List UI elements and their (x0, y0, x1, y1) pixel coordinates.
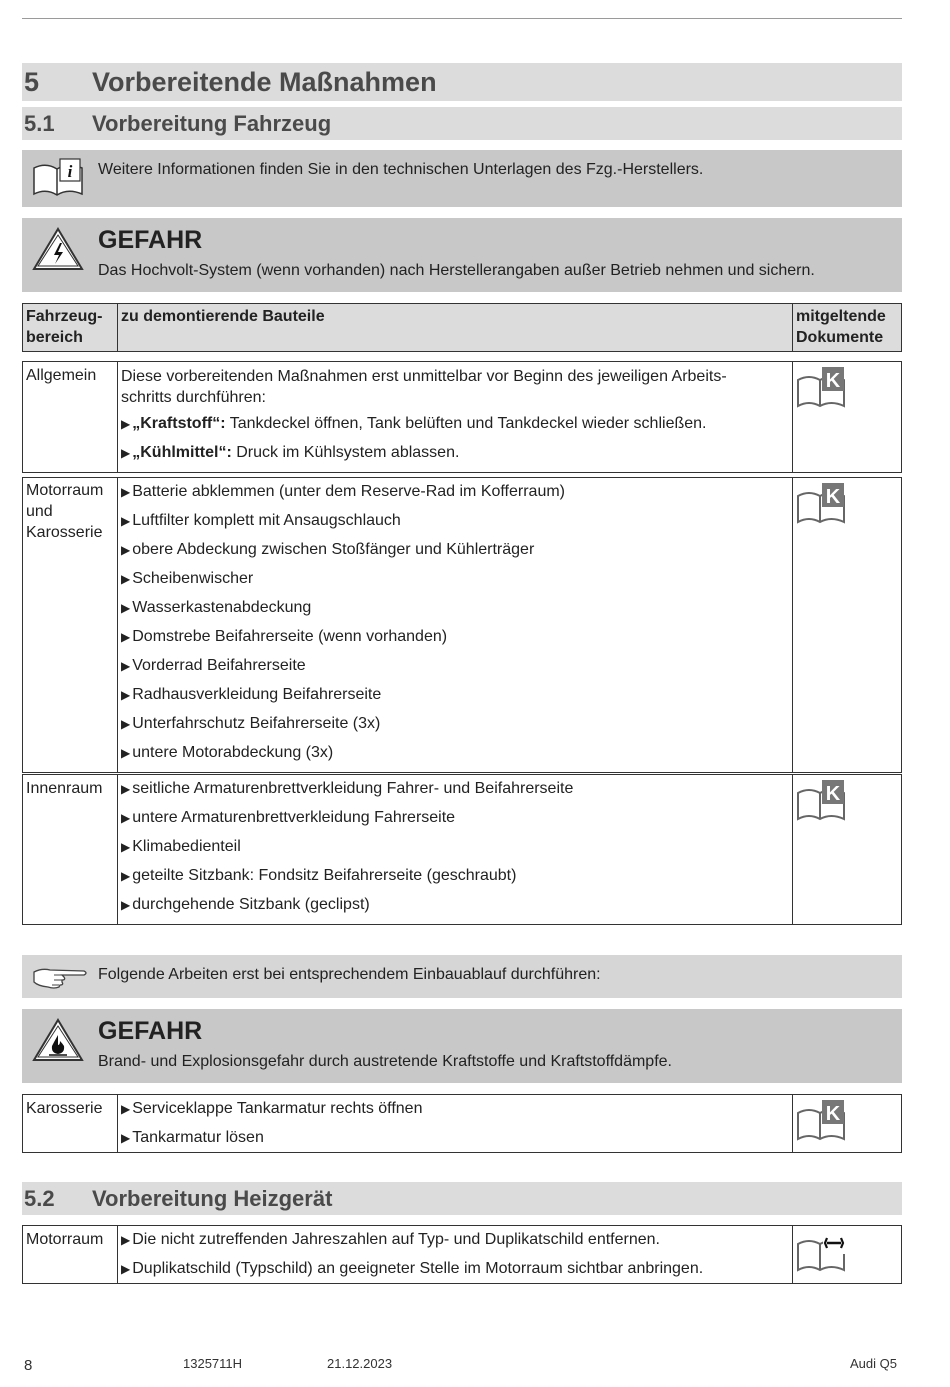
list-item: ▶ Vorderrad Beifahrerseite (121, 657, 306, 674)
list-item: ▶ Duplikatschild (Typschild) an geeigneter Stelle im Motorraum sichtbar anbringen. (121, 1260, 704, 1277)
danger-box-hochvolt (22, 218, 902, 292)
book-k-icon[interactable] (796, 1099, 848, 1141)
table-motorraum-karosserie (22, 477, 902, 773)
info-note-text: Weitere Informationen finden Sie in den technischen Unterlagen des Fzg.-Herstellers. (98, 161, 704, 178)
bullet-arrow-icon: ▶ (121, 746, 131, 760)
bullet-arrow-icon: ▶ (121, 601, 131, 615)
intro-text: Diese vorbereitenden Maßnahmen erst unmittelbar vor Beginn des jeweiligen Arbeits- schritts durchführen: (121, 368, 727, 406)
bullet-arrow-icon: ▶ (121, 417, 131, 431)
book-k-icon[interactable] (796, 366, 848, 408)
list-item: ▶ Luftfilter komplett mit Ansaugschlauch (121, 512, 401, 529)
list-item: ▶ geteilte Sitzbank: Fondsitz Beifahrerseite (geschraubt) (121, 867, 517, 884)
table-innenraum (22, 774, 902, 925)
section-number: 5.1 (24, 111, 55, 136)
list-item: ▶ untere Armaturenbrettverkleidung Fahrerseite (121, 809, 456, 826)
docs-cell (793, 478, 902, 773)
danger-title: GEFAHR (98, 1017, 203, 1045)
list-item: ▶ Batterie abklemmen (unter dem Reserve-Rad im Kofferraum) (121, 483, 565, 500)
book-k-icon[interactable] (796, 779, 848, 821)
bullet-arrow-icon: ▶ (121, 688, 131, 702)
page-number: 8 (24, 1357, 33, 1374)
hand-note-text: Folgende Arbeiten erst bei entsprechendem Einbauablauf durchführen: (98, 966, 601, 983)
section-title: Vorbereitung Heizgerät (92, 1186, 333, 1211)
list-item: ▶ obere Abdeckung zwischen Stoßfänger und Kühlerträger (121, 541, 535, 558)
parts-cell (118, 362, 793, 473)
fire-warning-icon (32, 1017, 84, 1063)
document-date: 21.12.2023 (327, 1356, 393, 1371)
list-item: ▶ Unterfahrschutz Beifahrerseite (3x) (121, 715, 381, 732)
docs-cell (793, 1226, 902, 1284)
svg-text:K: K (825, 1103, 841, 1125)
book-tool-icon[interactable] (796, 1230, 848, 1272)
header-parts: zu demontierende Bauteile (118, 304, 793, 352)
bullet-arrow-icon: ▶ (121, 840, 131, 854)
list-item: ▶ Scheibenwischer (121, 570, 254, 587)
document-number: 1325711H (183, 1356, 243, 1371)
list-item: ▶ Radhausverkleidung Beifahrerseite (121, 686, 382, 703)
docs-cell (793, 1095, 902, 1153)
danger-box-brand (22, 1009, 902, 1083)
svg-text:K: K (825, 370, 841, 392)
vehicle-model: Audi Q5 (850, 1356, 897, 1371)
bullet-arrow-icon: ▶ (121, 782, 131, 796)
docs-cell (793, 362, 902, 473)
section-title: Vorbereitende Maßnahmen (92, 67, 437, 97)
list-item: ▶ Klimabedienteil (121, 838, 241, 855)
list-item: ▶ Die nicht zutreffenden Jahreszahlen auf Typ- und Duplikatschild entfernen. (121, 1231, 660, 1248)
bullet-arrow-icon: ▶ (121, 811, 131, 825)
docs-cell (793, 775, 902, 925)
bullet-arrow-icon: ▶ (121, 1131, 131, 1145)
list-item: ▶ Domstrebe Beifahrerseite (wenn vorhanden) (121, 628, 448, 645)
danger-text: Brand- und Explosionsgefahr durch austretende Kraftstoffe und Kraftstoffdämpfe. (98, 1053, 672, 1070)
section-number: 5.2 (24, 1186, 55, 1211)
list-item: ▶ „Kühlmittel“: Druck im Kühlsystem ablassen. (121, 444, 460, 461)
list-item: ▶ untere Motorabdeckung (3x) (121, 744, 334, 761)
bullet-arrow-icon: ▶ (121, 717, 131, 731)
bullet-arrow-icon: ▶ (121, 572, 131, 586)
svg-text:K: K (825, 486, 841, 508)
header-area: Fahrzeug- bereich (23, 304, 118, 352)
bullet-arrow-icon: ▶ (121, 1262, 131, 1276)
high-voltage-warning-icon (32, 226, 84, 272)
area-cell: Motorraum (23, 1226, 118, 1284)
list-item: ▶ „Kraftstoff“: Tankdeckel öffnen, Tank belüften und Tankdeckel wieder schließen. (121, 415, 707, 432)
area-cell: Karosserie (23, 1095, 118, 1153)
svg-text:i: i (67, 162, 73, 181)
info-note (22, 150, 902, 207)
table-motorraum-heizgeraet (22, 1225, 902, 1284)
svg-text:K: K (825, 783, 841, 805)
section-heading-5 (22, 63, 902, 101)
list-item: ▶ Wasserkastenabdeckung (121, 599, 312, 616)
parts-cell (118, 1226, 793, 1284)
list-item: ▶ seitliche Armaturenbrettverkleidung Fahrer- und Beifahrerseite (121, 780, 574, 797)
book-k-icon[interactable] (796, 482, 848, 524)
table-allgemein (22, 361, 902, 473)
bullet-arrow-icon: ▶ (121, 485, 131, 499)
parts-cell (118, 478, 793, 773)
bullet-arrow-icon: ▶ (121, 898, 131, 912)
bullet-arrow-icon: ▶ (121, 659, 131, 673)
bullet-arrow-icon: ▶ (121, 543, 131, 557)
parts-cell (118, 775, 793, 925)
area-cell: Allgemein (23, 362, 118, 473)
list-item: ▶ durchgehende Sitzbank (geclipst) (121, 896, 370, 913)
area-cell: Innenraum (23, 775, 118, 925)
hand-note (22, 955, 902, 998)
danger-text: Das Hochvolt-System (wenn vorhanden) nach Herstellerangaben außer Betrieb nehmen und sichern. (98, 262, 815, 279)
bullet-arrow-icon: ▶ (121, 514, 131, 528)
section-number: 5 (24, 67, 40, 97)
bullet-arrow-icon: ▶ (121, 869, 131, 883)
list-item: ▶ Serviceklappe Tankarmatur rechts öffnen (121, 1100, 423, 1117)
bullet-arrow-icon: ▶ (121, 1233, 131, 1247)
bullet-arrow-icon: ▶ (121, 446, 131, 460)
parts-cell (118, 1095, 793, 1153)
header-docs: mitgeltende Dokumente (793, 304, 902, 352)
bullet-arrow-icon: ▶ (121, 630, 131, 644)
list-item: ▶ Tankarmatur lösen (121, 1129, 264, 1146)
pointing-hand-icon (32, 964, 88, 990)
info-book-icon (32, 158, 84, 198)
section-heading-5-1 (22, 107, 902, 140)
danger-title: GEFAHR (98, 226, 203, 254)
section-title: Vorbereitung Fahrzeug (92, 111, 332, 136)
table-header (22, 303, 902, 352)
section-heading-5-2 (22, 1182, 902, 1215)
table-karosserie (22, 1094, 902, 1153)
bullet-arrow-icon: ▶ (121, 1102, 131, 1116)
area-cell: Motorraum und Karosserie (23, 478, 118, 773)
top-rule (22, 18, 902, 19)
